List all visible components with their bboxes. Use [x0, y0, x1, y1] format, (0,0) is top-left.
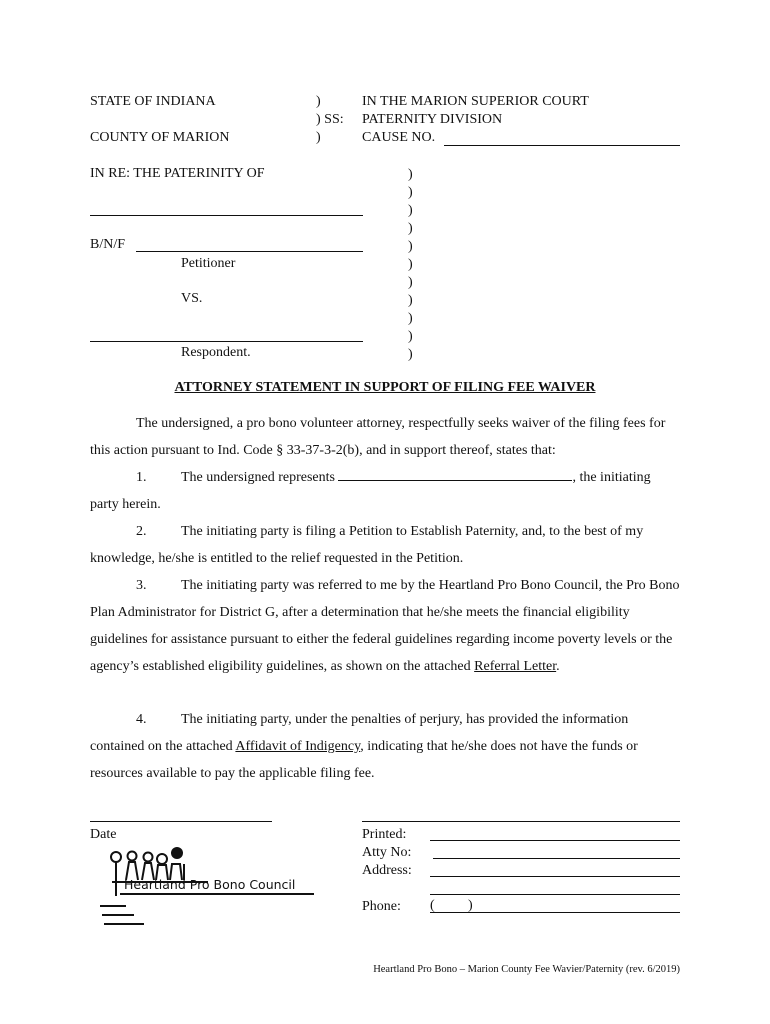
state-label: STATE OF INDIANA: [90, 94, 216, 109]
party-paren: ): [408, 203, 413, 218]
party-paren: ): [408, 167, 413, 182]
paragraph-4: [90, 706, 680, 787]
caption-paren: ): [316, 130, 321, 145]
division-name: PATERNITY DIVISION: [362, 112, 503, 127]
paragraph-text: .: [556, 659, 560, 674]
paragraph-text: The initiating party is filing a Petition to Establish Paternity, and, to the best of my knowledge, he/she is entitled to the relief requested in the Petition.: [90, 524, 644, 566]
petitioner-label: Petitioner: [181, 256, 236, 271]
paragraph-text: The initiating party, under the penalties of perjury, has provided the information contained on the attached: [90, 712, 629, 754]
referral-letter-reference: Referral Letter: [474, 659, 557, 674]
party-paren: ): [408, 257, 413, 272]
in-re-label: IN RE: THE PATERINITY OF: [90, 166, 265, 181]
atty-no-label: Atty No:: [362, 845, 412, 860]
printed-label: Printed:: [362, 827, 407, 842]
phone-paren-open: (: [430, 898, 435, 913]
heartland-logo: [96, 842, 326, 932]
respondent-name-field[interactable]: [90, 341, 363, 342]
address-label: Address:: [362, 863, 412, 878]
atty-no-field[interactable]: [433, 858, 680, 859]
address-field-2[interactable]: [430, 894, 680, 895]
client-name-field[interactable]: [338, 468, 572, 481]
phone-paren-close: ): [468, 898, 473, 913]
child-name-field[interactable]: [90, 215, 363, 216]
printed-name-field[interactable]: [430, 840, 680, 841]
court-name: IN THE MARION SUPERIOR COURT: [362, 94, 589, 109]
paragraph-number: 3.: [136, 578, 147, 593]
paragraph-text: , indicating that he/she does not have the funds or resources available to pay the applicable filing fee.: [90, 739, 638, 781]
party-paren: ): [408, 293, 413, 308]
party-paren: ): [408, 221, 413, 236]
paragraph-3: [90, 572, 680, 680]
caption-paren: ): [316, 94, 321, 109]
paragraph-number: 1.: [136, 470, 147, 485]
county-label: COUNTY OF MARION: [90, 130, 230, 145]
date-label: Date: [90, 827, 117, 842]
logo-text: Heartland Pro Bono Council: [124, 877, 296, 892]
party-paren: ): [408, 275, 413, 290]
bnf-label: B/N/F: [90, 237, 126, 252]
document-title: ATTORNEY STATEMENT IN SUPPORT OF FILING FEE WAIVER: [174, 380, 596, 395]
paragraph-text: , the initiating party herein.: [90, 470, 651, 512]
date-field[interactable]: [90, 821, 272, 822]
affidavit-reference: Affidavit of Indigency: [235, 739, 361, 754]
address-field-1[interactable]: [430, 876, 680, 877]
ss-label: ) SS:: [316, 112, 344, 127]
respondent-label: Respondent.: [181, 345, 251, 360]
page-footer: Heartland Pro Bono – Marion County Fee Wavier/Paternity (rev. 6/2019): [373, 964, 680, 975]
party-paren: ): [408, 329, 413, 344]
signature-field[interactable]: [362, 821, 680, 822]
paragraph-text: The undersigned represents: [181, 470, 335, 485]
phone-label: Phone:: [362, 899, 401, 914]
cause-label: CAUSE NO.: [362, 130, 436, 145]
paragraph-text: The initiating party was referred to me by the Heartland Pro Bono Council, the Pro Bono Plan Administrator for District G, after a determination that he/she meets the financial eligibility guidelines for assistance pursuant to either the federal guidelines regarding income poverty levels or the agency’s established eligibility guidelines, as shown on the attached: [90, 578, 680, 674]
party-paren: ): [408, 347, 413, 362]
paragraph-number: 4.: [136, 712, 147, 727]
party-paren: ): [408, 185, 413, 200]
paragraph-2: [90, 518, 680, 572]
party-paren: ): [408, 239, 413, 254]
bnf-name-field[interactable]: [136, 251, 363, 252]
cause-number-field[interactable]: [444, 145, 680, 146]
paragraph-number: 2.: [136, 524, 147, 539]
vs-label: VS.: [181, 291, 203, 306]
intro-paragraph: The undersigned, a pro bono volunteer attorney, respectfully seeks waiver of the filing fees for this action pursuant to Ind. Code § 33-37-3-2(b), and in support thereof, states that:: [90, 416, 666, 458]
party-paren: ): [408, 311, 413, 326]
paragraph-1: [90, 464, 680, 518]
